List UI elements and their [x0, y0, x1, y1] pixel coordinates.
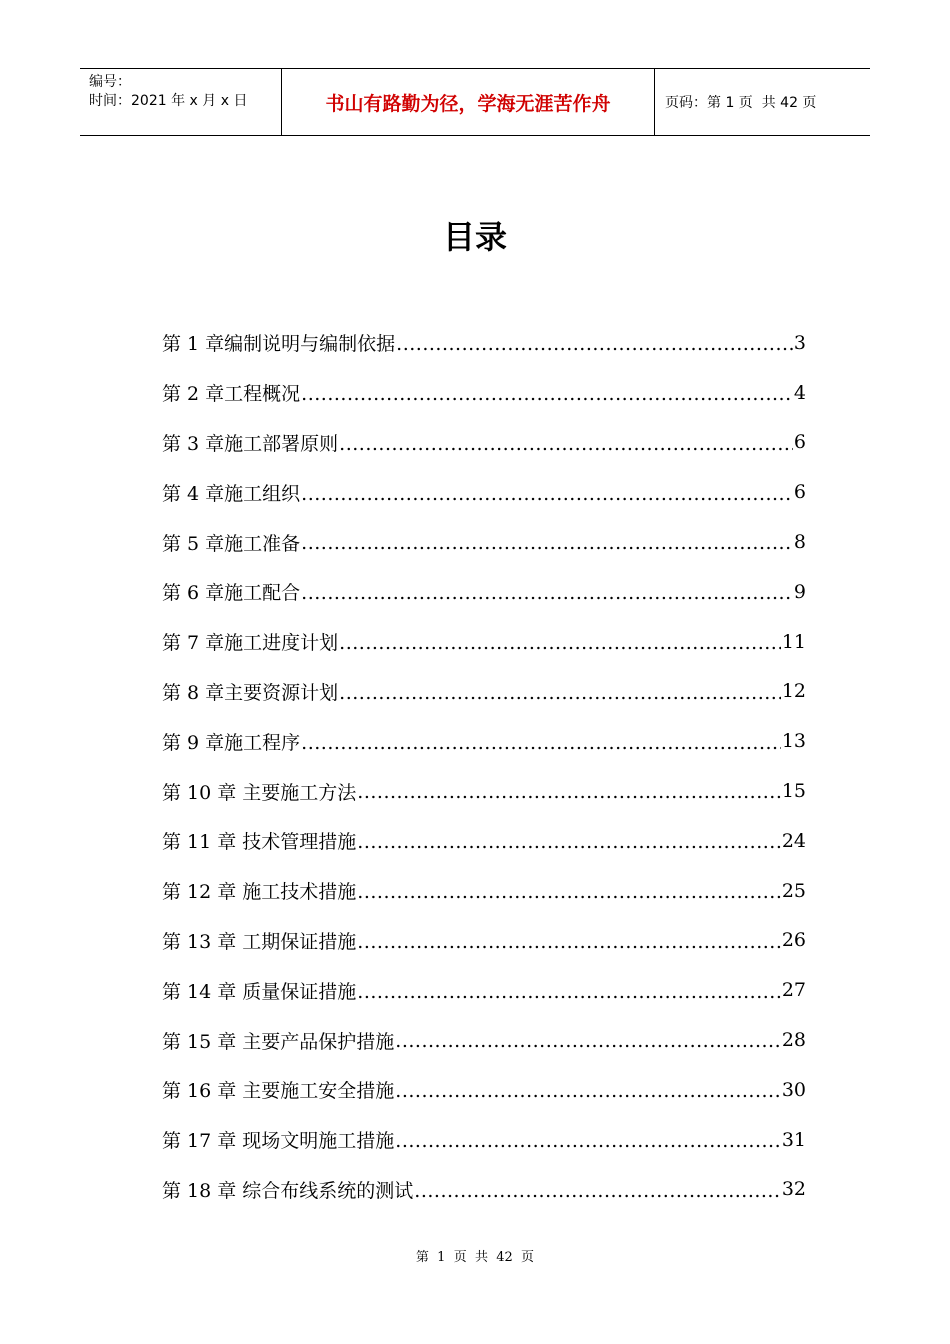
toc-leader-dots: [395, 1028, 781, 1053]
toc-entry[interactable]: [162, 1065, 806, 1115]
toc-leader-dots: [301, 580, 793, 605]
toc-entry-label: 第 7 章施工进度计划: [162, 632, 339, 655]
toc-entry-page: 27: [781, 979, 806, 1002]
toc-entry[interactable]: [162, 916, 806, 966]
toc-entry-page: 25: [781, 879, 806, 902]
toc-leader-dots: [414, 1177, 781, 1202]
toc-entry-label: 第 18 章 综合布线系统的测试: [162, 1179, 414, 1202]
toc-entry-page: 26: [781, 929, 806, 952]
toc-entry-label: 第 9 章施工程序: [162, 731, 301, 754]
toc-entry-page: 6: [793, 481, 806, 504]
toc-entry-page: 32: [781, 1178, 806, 1201]
toc-entry[interactable]: [162, 467, 806, 517]
toc-entry-page: 28: [781, 1029, 806, 1052]
toc-leader-dots: [357, 878, 781, 903]
toc-leader-dots: [339, 430, 793, 455]
time-label: 时间：2021 年 x 月 x 日: [89, 93, 248, 109]
toc-entry-page: 24: [781, 829, 806, 852]
toc-entry[interactable]: [162, 567, 806, 617]
toc-entry[interactable]: [162, 368, 806, 418]
toc-entry[interactable]: [162, 318, 806, 368]
toc-leader-dots: [339, 629, 781, 654]
document-title: 目录: [442, 218, 507, 256]
toc-entry-label: 第 8 章主要资源计划: [162, 681, 339, 704]
toc-entry[interactable]: [162, 766, 806, 816]
toc-leader-dots: [395, 1127, 781, 1152]
toc-entry-page: 11: [781, 630, 806, 653]
toc-entry-label: 第 4 章施工组织: [162, 482, 301, 505]
toc-entry-page: 30: [781, 1078, 806, 1101]
toc-entry-page: 31: [781, 1128, 806, 1151]
header-page-info: [655, 69, 870, 135]
toc-entry-label: 第 2 章工程概况: [162, 383, 301, 406]
toc-entry[interactable]: [162, 1165, 806, 1215]
toc-entry-page: 6: [793, 431, 806, 454]
toc-leader-dots: [357, 779, 781, 804]
toc-leader-dots: [396, 331, 793, 356]
toc-entry[interactable]: [162, 866, 806, 916]
toc-entry[interactable]: [162, 667, 806, 717]
toc-entry[interactable]: [162, 617, 806, 667]
toc-entry-page: 9: [793, 580, 806, 603]
toc-entry-label: 第 15 章 主要产品保护措施: [162, 1030, 395, 1053]
toc-entry[interactable]: [162, 1015, 806, 1065]
toc-leader-dots: [357, 978, 781, 1003]
header-motto: 书山有路勤为径，学海无涯苦作舟: [282, 69, 655, 135]
toc-entry-page: 12: [781, 680, 806, 703]
toc-entry[interactable]: [162, 1115, 806, 1165]
toc-entry[interactable]: [162, 418, 806, 468]
toc-entry-label: 第 17 章 现场文明施工措施: [162, 1130, 395, 1153]
toc-leader-dots: [301, 729, 781, 754]
table-of-contents: [162, 318, 806, 1214]
toc-entry-label: 第 10 章 主要施工方法: [162, 781, 357, 804]
toc-entry-page: 3: [793, 331, 806, 354]
toc-entry-page: 15: [781, 780, 806, 803]
page-footer: 第 1 页 共 42 页: [415, 1250, 535, 1265]
toc-entry-page: 8: [793, 531, 806, 554]
toc-entry-label: 第 11 章 技术管理措施: [162, 831, 357, 854]
toc-entry[interactable]: [162, 517, 806, 567]
page-header: [80, 68, 870, 136]
toc-leader-dots: [301, 530, 793, 555]
toc-leader-dots: [301, 380, 793, 405]
toc-entry-label: 第 14 章 质量保证措施: [162, 980, 357, 1003]
toc-entry-label: 第 3 章施工部署原则: [162, 432, 339, 455]
page-label: 页码：第 1 页 共 42 页: [665, 95, 817, 111]
toc-leader-dots: [357, 829, 781, 854]
header-meta: [80, 69, 282, 135]
toc-leader-dots: [395, 1078, 781, 1103]
serial-label: 编号：: [89, 74, 131, 90]
toc-entry[interactable]: [162, 716, 806, 766]
toc-entry-label: 第 1 章编制说明与编制依据: [162, 333, 396, 356]
toc-entry-page: 13: [781, 730, 806, 753]
toc-entry[interactable]: [162, 816, 806, 866]
toc-entry-label: 第 6 章施工配合: [162, 582, 301, 605]
toc-entry-page: 4: [793, 381, 806, 404]
toc-entry-label: 第 5 章施工准备: [162, 532, 301, 555]
toc-leader-dots: [301, 480, 793, 505]
toc-entry-label: 第 16 章 主要施工安全措施: [162, 1080, 395, 1103]
toc-leader-dots: [357, 928, 781, 953]
toc-leader-dots: [339, 679, 781, 704]
toc-entry-label: 第 13 章 工期保证措施: [162, 930, 357, 953]
toc-entry[interactable]: [162, 965, 806, 1015]
toc-entry-label: 第 12 章 施工技术措施: [162, 881, 357, 904]
